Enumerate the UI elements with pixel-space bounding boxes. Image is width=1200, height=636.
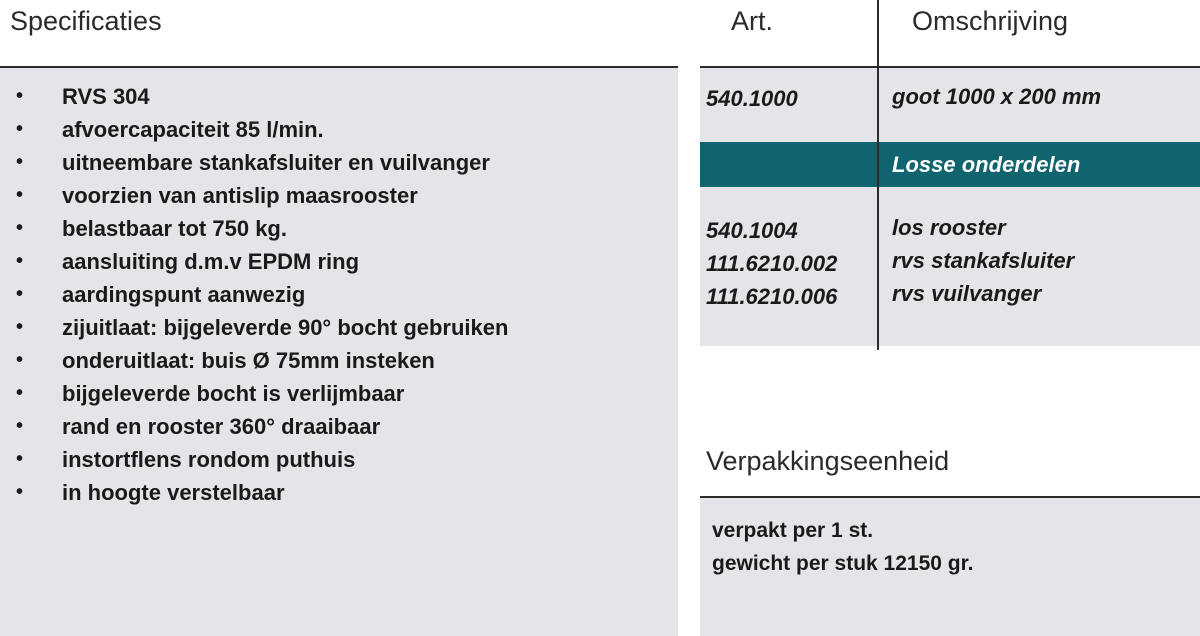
header-art: Art.: [731, 6, 774, 36]
spec-item-text: zijuitlaat: bijgeleverde 90° bocht gebruiken: [62, 315, 509, 340]
spec-item: [16, 245, 508, 278]
bullet-icon: •: [16, 415, 24, 437]
spec-item: [16, 476, 508, 509]
spec-item-text: rand en rooster 360° draaibaar: [62, 414, 381, 439]
spec-item-text: voorzien van antislip maasrooster: [62, 183, 418, 208]
bullet-icon: •: [16, 382, 24, 404]
parts-art-column: [706, 214, 837, 313]
main-row-description: goot 1000 x 200 mm: [892, 84, 1102, 109]
column-divider: [877, 0, 879, 350]
spec-item-text: afvoercapaciteit 85 l/min.: [62, 117, 324, 142]
spec-item: [16, 146, 508, 179]
spec-item: [16, 113, 508, 146]
packaging-line: verpakt per 1 st.: [712, 519, 874, 542]
header-description: Omschrijving: [912, 6, 1069, 36]
spec-item-text: RVS 304: [62, 84, 150, 109]
part-art: 540.1004: [706, 218, 798, 243]
bullet-icon: •: [16, 283, 24, 305]
bullet-icon: •: [16, 118, 24, 140]
spec-item-text: aansluiting d.m.v EPDM ring: [62, 249, 360, 274]
spec-item: [16, 377, 508, 410]
main-row-art: 540.1000: [706, 86, 798, 111]
spec-item: [16, 311, 509, 344]
part-description: rvs stankafsluiter: [892, 248, 1075, 273]
bullet-icon: •: [16, 448, 24, 470]
section-label: Losse onderdelen: [892, 152, 1081, 177]
spec-item-text: belastbaar tot 750 kg.: [62, 216, 287, 241]
bullet-icon: •: [16, 217, 24, 239]
packaging-line: gewicht per stuk 12150 gr.: [712, 552, 974, 575]
spec-item: [16, 80, 508, 113]
packaging-lines: [712, 514, 973, 580]
spec-item: [16, 410, 508, 443]
spec-item-text: instortflens rondom puthuis: [62, 447, 356, 472]
bullet-icon: •: [16, 250, 24, 272]
spec-item: [16, 212, 508, 245]
bullet-icon: •: [16, 481, 24, 503]
spec-item-text: bijgeleverde bocht is verlijmbaar: [62, 381, 405, 406]
spec-item-text: aardingspunt aanwezig: [62, 282, 306, 307]
spec-item-text: uitneembare stankafsluiter en vuilvanger: [62, 150, 490, 175]
spec-item: [16, 443, 508, 476]
specs-title: Specificaties: [10, 6, 162, 36]
spec-list: [16, 80, 509, 509]
spec-item-text: in hoogte verstelbaar: [62, 480, 285, 505]
part-art: 111.6210.006: [706, 284, 838, 309]
part-description: los rooster: [892, 215, 1006, 240]
bullet-icon: •: [16, 349, 24, 371]
bullet-icon: •: [16, 151, 24, 173]
spec-item: [16, 278, 508, 311]
spec-item: [16, 179, 508, 212]
packaging-title: Verpakkingseenheid: [706, 446, 950, 476]
part-art: 111.6210.002: [706, 251, 838, 276]
section-band: [700, 142, 1200, 187]
bullet-icon: •: [16, 316, 24, 338]
bullet-icon: •: [16, 85, 24, 107]
bullet-icon: •: [16, 184, 24, 206]
part-description: rvs vuilvanger: [892, 281, 1042, 306]
spec-item: [16, 344, 508, 377]
spec-item-text: onderuitlaat: buis Ø 75mm insteken: [62, 348, 435, 373]
parts-desc-column: [892, 211, 1074, 310]
